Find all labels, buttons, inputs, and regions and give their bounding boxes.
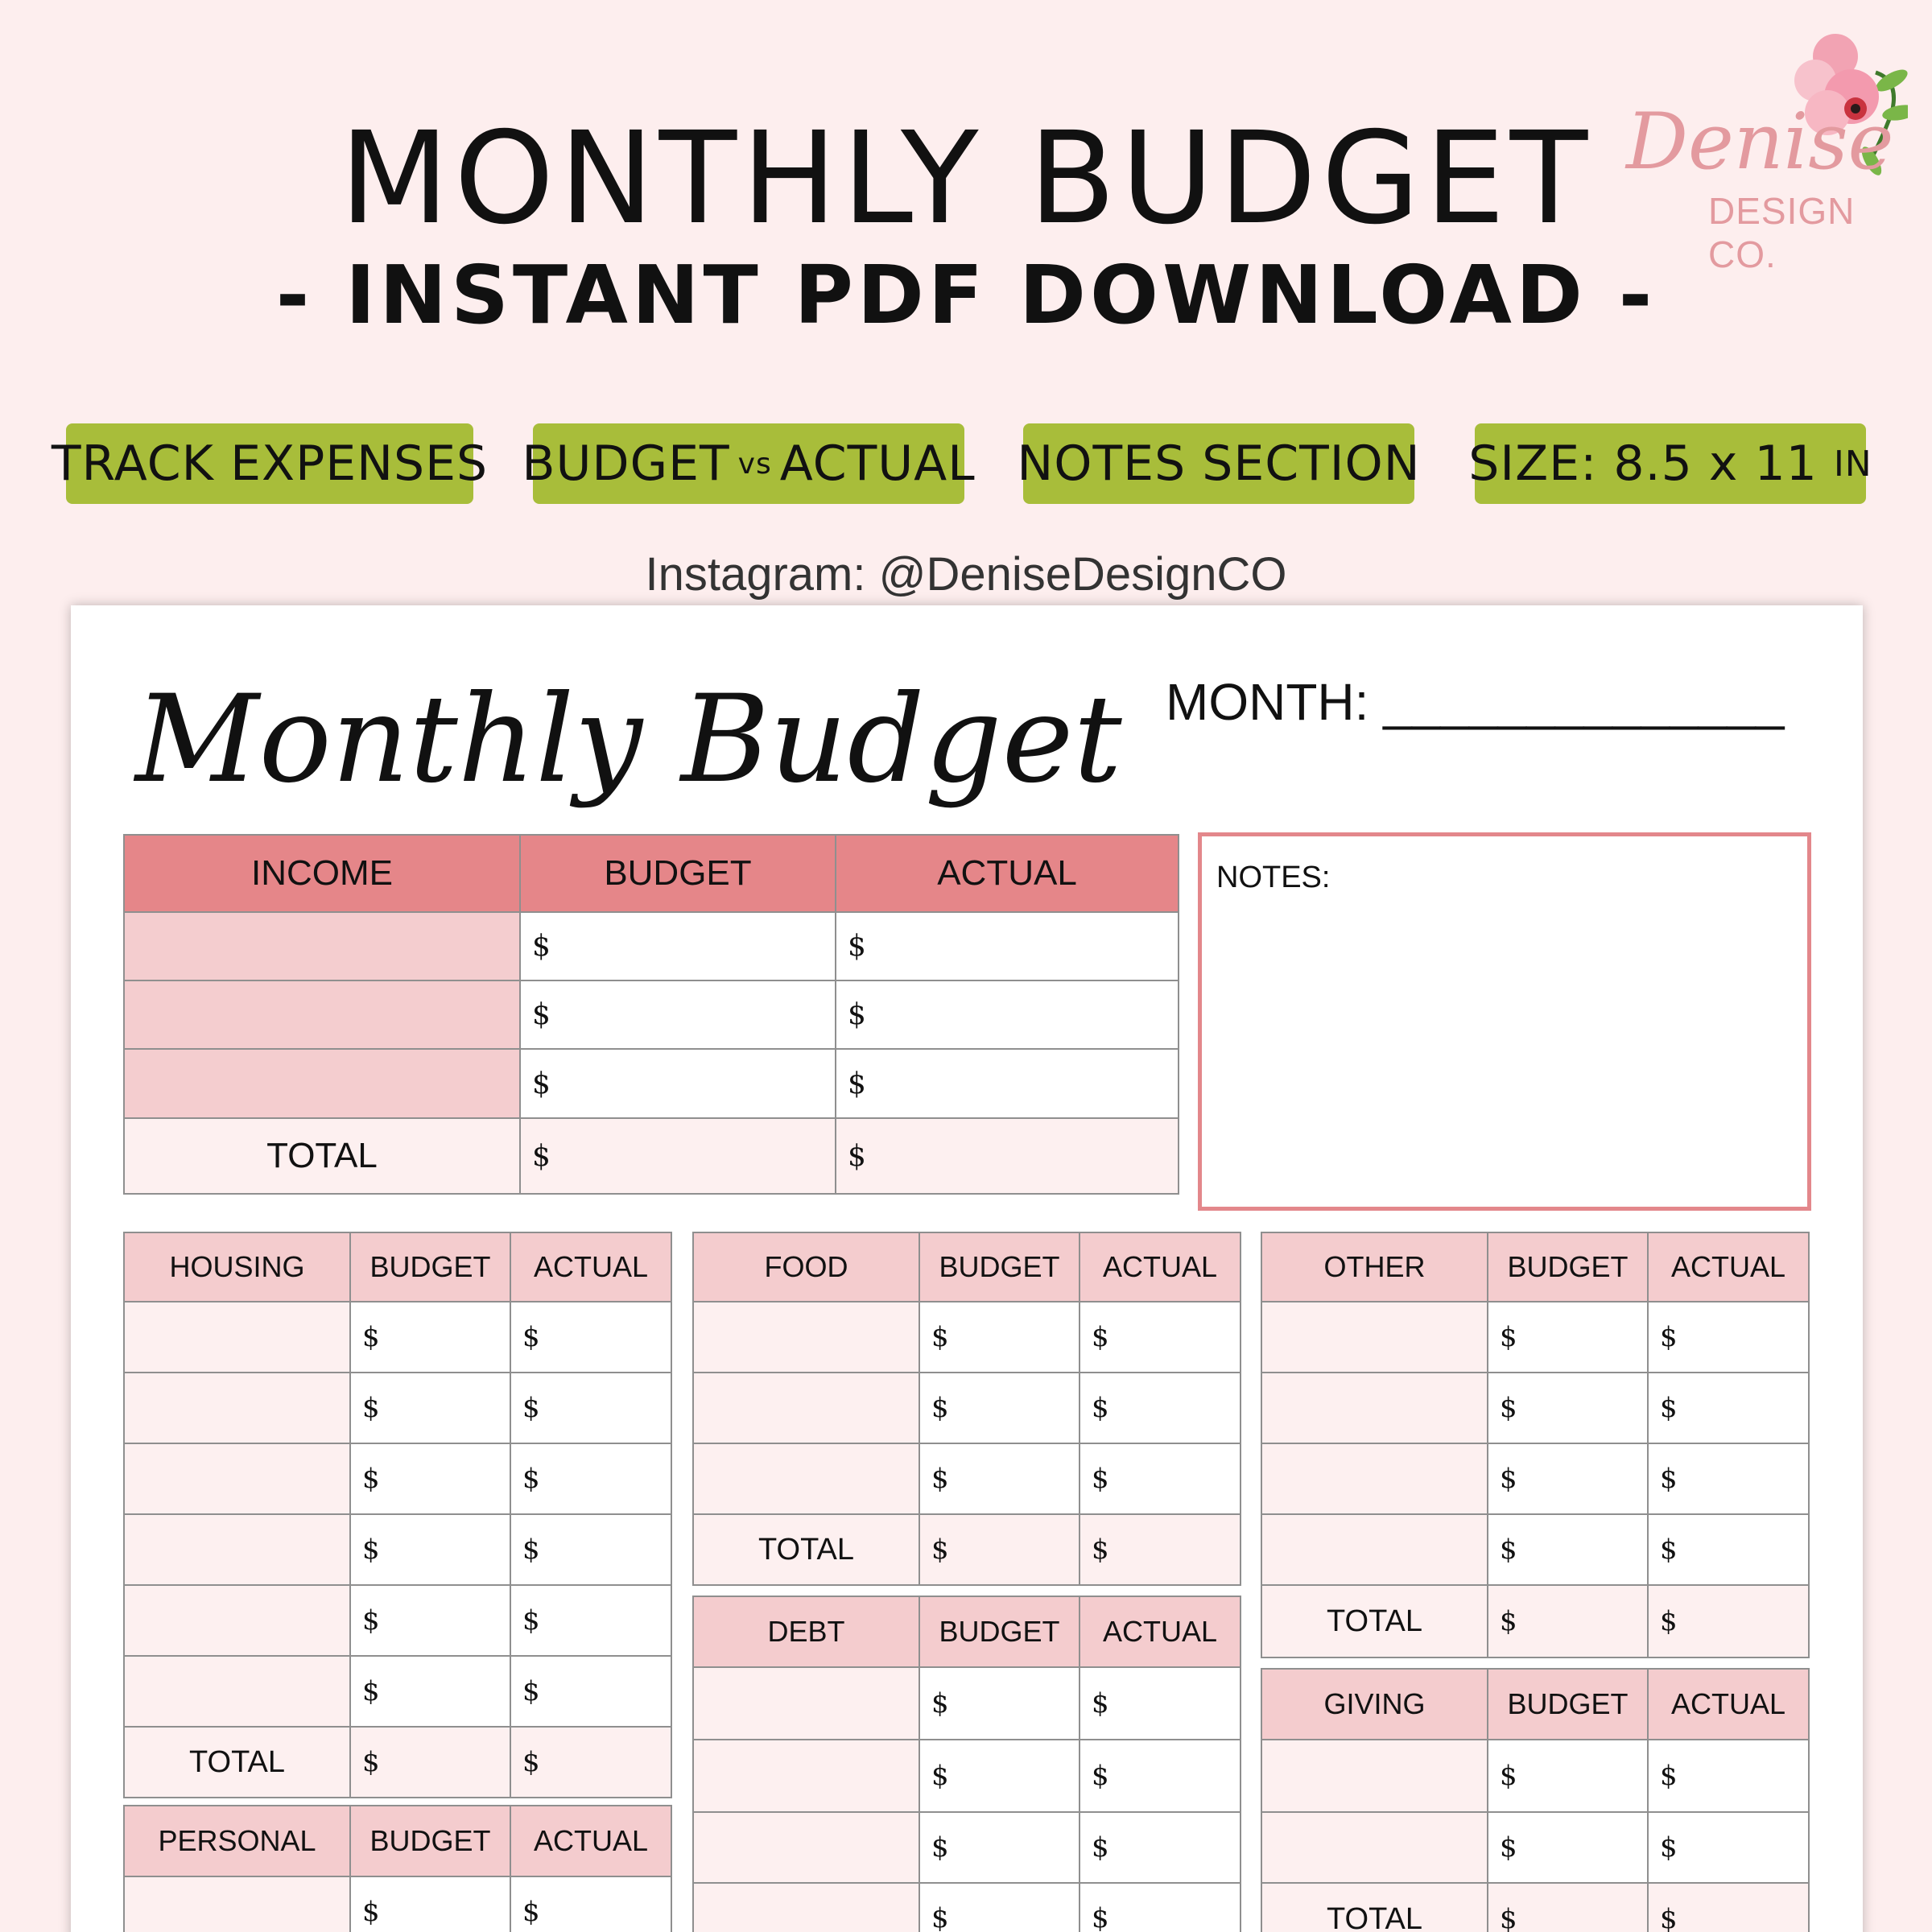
actual-cell[interactable]: $ bbox=[510, 1514, 671, 1585]
debt-table bbox=[692, 1596, 1241, 1932]
label-cell[interactable] bbox=[1261, 1373, 1488, 1443]
food-header: FOOD bbox=[693, 1232, 919, 1302]
budget-cell[interactable]: $ bbox=[919, 1812, 1080, 1883]
notes-label: NOTES: bbox=[1216, 861, 1331, 894]
budget-cell[interactable]: $ bbox=[1488, 1373, 1648, 1443]
table-row bbox=[1261, 1373, 1809, 1443]
label-cell[interactable] bbox=[693, 1373, 919, 1443]
table-row bbox=[693, 1667, 1241, 1740]
income-label-cell[interactable] bbox=[124, 1049, 520, 1118]
label-cell[interactable] bbox=[693, 1667, 919, 1740]
table-row bbox=[124, 1876, 671, 1932]
logo-script: Denise bbox=[1626, 97, 1894, 187]
actual-total-cell[interactable]: $ bbox=[510, 1727, 671, 1798]
income-label-cell[interactable] bbox=[124, 980, 520, 1049]
budget-header: BUDGET bbox=[1488, 1669, 1648, 1740]
table-row bbox=[124, 1302, 671, 1373]
badge-label-post: ACTUAL bbox=[779, 436, 976, 492]
budget-total-cell[interactable]: $ bbox=[1488, 1883, 1648, 1932]
label-cell[interactable] bbox=[693, 1443, 919, 1514]
label-cell[interactable] bbox=[124, 1585, 350, 1656]
budget-cell[interactable]: $ bbox=[1488, 1302, 1648, 1373]
badge-label: NOTES SECTION bbox=[1017, 436, 1421, 492]
actual-header: ACTUAL bbox=[836, 835, 1179, 912]
budget-total-cell[interactable]: $ bbox=[520, 1118, 836, 1194]
personal-table bbox=[123, 1805, 672, 1932]
actual-cell[interactable]: $ bbox=[1648, 1740, 1809, 1812]
table-row bbox=[124, 912, 1179, 980]
actual-cell[interactable]: $ bbox=[836, 912, 1179, 980]
actual-cell[interactable]: $ bbox=[1080, 1373, 1241, 1443]
budget-header: BUDGET bbox=[919, 1596, 1080, 1667]
label-cell[interactable] bbox=[124, 1302, 350, 1373]
badge-label: TRACK EXPENSES bbox=[51, 436, 489, 492]
budget-cell[interactable]: $ bbox=[350, 1514, 510, 1585]
budget-cell[interactable]: $ bbox=[520, 1049, 836, 1118]
actual-cell[interactable]: $ bbox=[1648, 1373, 1809, 1443]
budget-header: BUDGET bbox=[919, 1232, 1080, 1302]
housing-table bbox=[123, 1232, 672, 1798]
label-cell[interactable] bbox=[124, 1373, 350, 1443]
total-row bbox=[124, 1118, 1179, 1194]
budget-cell[interactable]: $ bbox=[919, 1667, 1080, 1740]
table-row bbox=[124, 1656, 671, 1727]
food-table bbox=[692, 1232, 1241, 1586]
actual-cell[interactable]: $ bbox=[1080, 1302, 1241, 1373]
actual-header: ACTUAL bbox=[510, 1232, 671, 1302]
budget-cell[interactable]: $ bbox=[520, 980, 836, 1049]
total-label: TOTAL bbox=[124, 1118, 520, 1194]
actual-header: ACTUAL bbox=[1080, 1232, 1241, 1302]
total-row bbox=[693, 1514, 1241, 1585]
table-row bbox=[124, 1373, 671, 1443]
actual-cell[interactable]: $ bbox=[510, 1656, 671, 1727]
actual-cell[interactable]: $ bbox=[1080, 1443, 1241, 1514]
sheet-title: Monthly Budget bbox=[135, 670, 1122, 810]
actual-cell[interactable]: $ bbox=[1080, 1812, 1241, 1883]
total-row bbox=[124, 1727, 671, 1798]
other-header: OTHER bbox=[1261, 1232, 1488, 1302]
budget-cell[interactable]: $ bbox=[350, 1656, 510, 1727]
budget-cell[interactable]: $ bbox=[350, 1443, 510, 1514]
actual-cell[interactable]: $ bbox=[1648, 1812, 1809, 1883]
actual-cell[interactable]: $ bbox=[510, 1373, 671, 1443]
budget-total-cell[interactable]: $ bbox=[350, 1727, 510, 1798]
budget-header: BUDGET bbox=[350, 1806, 510, 1876]
income-label-cell[interactable] bbox=[124, 912, 520, 980]
table-row bbox=[124, 980, 1179, 1049]
table-row bbox=[1261, 1812, 1809, 1883]
budget-header: BUDGET bbox=[520, 835, 836, 912]
table-row bbox=[693, 1443, 1241, 1514]
budget-header: BUDGET bbox=[350, 1232, 510, 1302]
table-row bbox=[1261, 1740, 1809, 1812]
actual-cell[interactable]: $ bbox=[1080, 1667, 1241, 1740]
actual-total-cell[interactable]: $ bbox=[1648, 1585, 1809, 1657]
actual-cell[interactable]: $ bbox=[1080, 1883, 1241, 1932]
total-label: TOTAL bbox=[124, 1727, 350, 1798]
table-row bbox=[1261, 1302, 1809, 1373]
personal-header: PERSONAL bbox=[124, 1806, 350, 1876]
budget-cell[interactable]: $ bbox=[1488, 1514, 1648, 1585]
badge-size bbox=[1468, 423, 1872, 504]
actual-total-cell[interactable]: $ bbox=[836, 1118, 1179, 1194]
budget-cell[interactable]: $ bbox=[350, 1373, 510, 1443]
budget-total-cell[interactable]: $ bbox=[919, 1514, 1080, 1585]
budget-sheet bbox=[71, 605, 1863, 1932]
table-row bbox=[693, 1812, 1241, 1883]
table-row bbox=[693, 1373, 1241, 1443]
badge-budget-vs-actual bbox=[522, 423, 976, 504]
total-label: TOTAL bbox=[1261, 1883, 1488, 1932]
budget-cell[interactable]: $ bbox=[1488, 1740, 1648, 1812]
giving-table bbox=[1261, 1668, 1810, 1932]
budget-cell[interactable]: $ bbox=[520, 912, 836, 980]
actual-cell[interactable]: $ bbox=[1648, 1514, 1809, 1585]
label-cell[interactable] bbox=[1261, 1443, 1488, 1514]
table-row bbox=[124, 1049, 1179, 1118]
actual-header: ACTUAL bbox=[1648, 1669, 1809, 1740]
badge-notes-section bbox=[1017, 423, 1421, 504]
table-row bbox=[693, 1883, 1241, 1932]
budget-cell[interactable]: $ bbox=[919, 1443, 1080, 1514]
budget-cell[interactable]: $ bbox=[1488, 1443, 1648, 1514]
badge-label-pre: BUDGET bbox=[522, 436, 730, 492]
label-cell[interactable] bbox=[124, 1514, 350, 1585]
badge-label-vs: vs bbox=[737, 447, 772, 481]
actual-header: ACTUAL bbox=[1080, 1596, 1241, 1667]
actual-cell[interactable]: $ bbox=[1080, 1740, 1241, 1812]
debt-header: DEBT bbox=[693, 1596, 919, 1667]
other-table bbox=[1261, 1232, 1810, 1658]
budget-header: BUDGET bbox=[1488, 1232, 1648, 1302]
label-cell[interactable] bbox=[693, 1740, 919, 1812]
label-cell[interactable] bbox=[693, 1812, 919, 1883]
actual-header: ACTUAL bbox=[510, 1806, 671, 1876]
budget-cell[interactable]: $ bbox=[919, 1302, 1080, 1373]
table-row bbox=[693, 1740, 1241, 1812]
hero-subtitle: - INSTANT PDF DOWNLOAD - bbox=[275, 248, 1657, 342]
instagram-handle: Instagram: @DeniseDesignCO bbox=[645, 548, 1287, 601]
label-cell[interactable] bbox=[693, 1302, 919, 1373]
budget-cell[interactable]: $ bbox=[919, 1373, 1080, 1443]
total-row bbox=[1261, 1585, 1809, 1657]
actual-header: ACTUAL bbox=[1648, 1232, 1809, 1302]
badge-track-expenses bbox=[51, 423, 489, 504]
label-cell[interactable] bbox=[1261, 1740, 1488, 1812]
hero-title: MONTHLY BUDGET bbox=[339, 105, 1593, 253]
notes-box[interactable] bbox=[1198, 832, 1811, 1211]
budget-total-cell[interactable]: $ bbox=[1488, 1585, 1648, 1657]
logo-subtext: DESIGN CO. bbox=[1708, 190, 1856, 275]
actual-cell[interactable]: $ bbox=[1648, 1302, 1809, 1373]
table-row bbox=[124, 1585, 671, 1656]
actual-total-cell[interactable]: $ bbox=[1648, 1883, 1809, 1932]
budget-cell[interactable]: $ bbox=[350, 1302, 510, 1373]
actual-cell[interactable]: $ bbox=[836, 980, 1179, 1049]
badge-label-pre: SIZE: 8.5 x 11 bbox=[1468, 436, 1818, 492]
label-cell[interactable] bbox=[693, 1883, 919, 1932]
actual-cell[interactable]: $ bbox=[510, 1876, 671, 1932]
budget-cell[interactable]: $ bbox=[1488, 1812, 1648, 1883]
budget-cell[interactable]: $ bbox=[350, 1876, 510, 1932]
actual-total-cell[interactable]: $ bbox=[1080, 1514, 1241, 1585]
budget-cell[interactable]: $ bbox=[919, 1883, 1080, 1932]
actual-cell[interactable]: $ bbox=[510, 1443, 671, 1514]
table-row bbox=[124, 1443, 671, 1514]
label-cell[interactable] bbox=[1261, 1302, 1488, 1373]
actual-cell[interactable]: $ bbox=[510, 1585, 671, 1656]
housing-header: HOUSING bbox=[124, 1232, 350, 1302]
income-header: INCOME bbox=[124, 835, 520, 912]
total-row bbox=[1261, 1883, 1809, 1932]
giving-header: GIVING bbox=[1261, 1669, 1488, 1740]
actual-cell[interactable]: $ bbox=[1648, 1443, 1809, 1514]
month-field: MONTH: ______________ bbox=[1166, 673, 1785, 731]
table-row bbox=[124, 1514, 671, 1585]
label-cell[interactable] bbox=[1261, 1812, 1488, 1883]
total-label: TOTAL bbox=[693, 1514, 919, 1585]
table-row bbox=[693, 1302, 1241, 1373]
table-row bbox=[1261, 1514, 1809, 1585]
brand-logo bbox=[1618, 24, 1924, 275]
budget-cell[interactable]: $ bbox=[919, 1740, 1080, 1812]
label-cell[interactable] bbox=[1261, 1514, 1488, 1585]
budget-cell[interactable]: $ bbox=[350, 1585, 510, 1656]
label-cell[interactable] bbox=[124, 1876, 350, 1932]
actual-cell[interactable]: $ bbox=[836, 1049, 1179, 1118]
income-table bbox=[123, 834, 1179, 1195]
label-cell[interactable] bbox=[124, 1656, 350, 1727]
table-row bbox=[1261, 1443, 1809, 1514]
actual-cell[interactable]: $ bbox=[510, 1302, 671, 1373]
total-label: TOTAL bbox=[1261, 1585, 1488, 1657]
label-cell[interactable] bbox=[124, 1443, 350, 1514]
badge-label-unit: IN bbox=[1833, 443, 1872, 485]
